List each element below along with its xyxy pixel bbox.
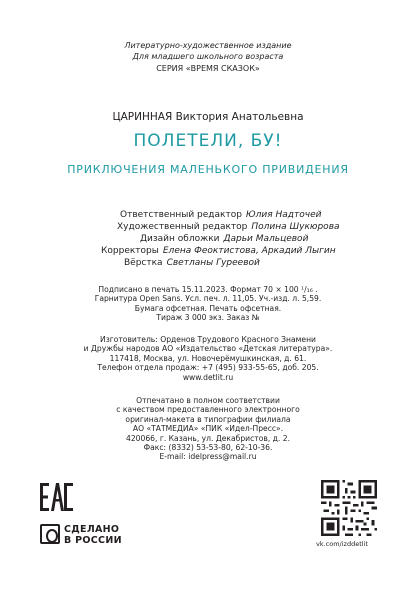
printer-info — [0, 396, 416, 462]
printer-line: 420066, г. Казань, ул. Декабристов, д. 2. — [126, 433, 290, 443]
book-title: ПОЛЕТЕЛИ, БУ! — [133, 131, 283, 151]
printer-line: АО «ТАТМЕДИА» «ПИК «Идел-Пресс». — [132, 424, 284, 434]
publisher-line: Изготовитель: Орденов Трудового Красного Знамени — [100, 335, 316, 344]
credit-name: Светланы Гуреевой — [166, 258, 260, 268]
eac-logo — [40, 483, 73, 511]
credit-role: Художественный редактор — [117, 222, 248, 232]
credit-art-editor — [117, 222, 340, 233]
printer-line: Отпечатано в полном соответствии — [136, 396, 280, 405]
made-in-russia-icon — [40, 524, 60, 544]
credit-cover-design — [140, 234, 308, 245]
publisher-line: Телефон отдела продаж: +7 (495) 933-55-65, доб. 205. — [97, 363, 319, 373]
credit-name: Елена Феоктистова, Аркадий Лыгин — [162, 246, 336, 256]
print-info-line: Подписано в печать 15.11.2023. Формат 70 × 100 ¹/₁₆ . — [98, 285, 318, 294]
credit-editor — [120, 210, 321, 221]
printer-email: E-mail: idelpress@mail.ru — [159, 452, 257, 462]
vk-link[interactable]: vk.com/izddetlit — [316, 540, 368, 548]
printer-line: Факс: (8332) 53-53-80, 62-10-36. — [143, 443, 273, 453]
credit-name: Полина Шукюрова — [251, 222, 340, 232]
book-subtitle: ПРИКЛЮЧЕНИЯ МАЛЕНЬКОГО ПРИВИДЕНИЯ — [67, 163, 349, 176]
age-group: Для младшего школьного возраста — [132, 52, 284, 61]
series-name: СЕРИЯ «ВРЕМЯ СКАЗОК» — [156, 64, 260, 73]
made-line-1: СДЕЛАНО — [64, 524, 120, 535]
print-info-line: Тираж 3 000 экз. Заказ № — [156, 313, 260, 323]
publisher-line: и Дружбы народов АО «Издательство «Детская литература». — [83, 344, 333, 354]
credit-name: Дарьи Мальцевой — [223, 234, 309, 244]
publisher-website: www.detlit.ru — [182, 372, 234, 382]
print-info-line: Бумага офсетная. Печать офсетная. — [134, 303, 282, 313]
qr-code-icon — [321, 480, 377, 536]
printer-line: оригинал-макета в типографии филиала — [125, 414, 291, 424]
author-name: ЦАРИННАЯ Виктория Анатольевна — [112, 111, 304, 123]
credit-proofreaders — [101, 246, 336, 257]
publisher-line: 117418, Москва, ул. Новочерёмушкинская, д. 61. — [109, 353, 307, 363]
publisher-info — [0, 335, 416, 382]
print-info-line: Гарнитура Open Sans. Усл. печ. л. 11,05. Уч.-изд. л. 5,59. — [94, 294, 322, 304]
credit-role: Ответственный редактор — [120, 210, 242, 220]
credit-role: Дизайн обложки — [140, 234, 220, 244]
credit-role: Вёрстка — [124, 258, 163, 268]
credit-name: Юлия Надточей — [245, 210, 322, 220]
made-line-2: В РОССИИ — [64, 535, 122, 546]
print-info — [0, 285, 416, 323]
edition-type: Литературно-художественное издание — [124, 41, 292, 50]
credit-layout — [124, 258, 260, 269]
made-in-russia-logo — [40, 522, 132, 548]
credit-role: Корректоры — [101, 246, 159, 256]
printer-line: с качеством предоставленного электронного — [116, 405, 300, 415]
